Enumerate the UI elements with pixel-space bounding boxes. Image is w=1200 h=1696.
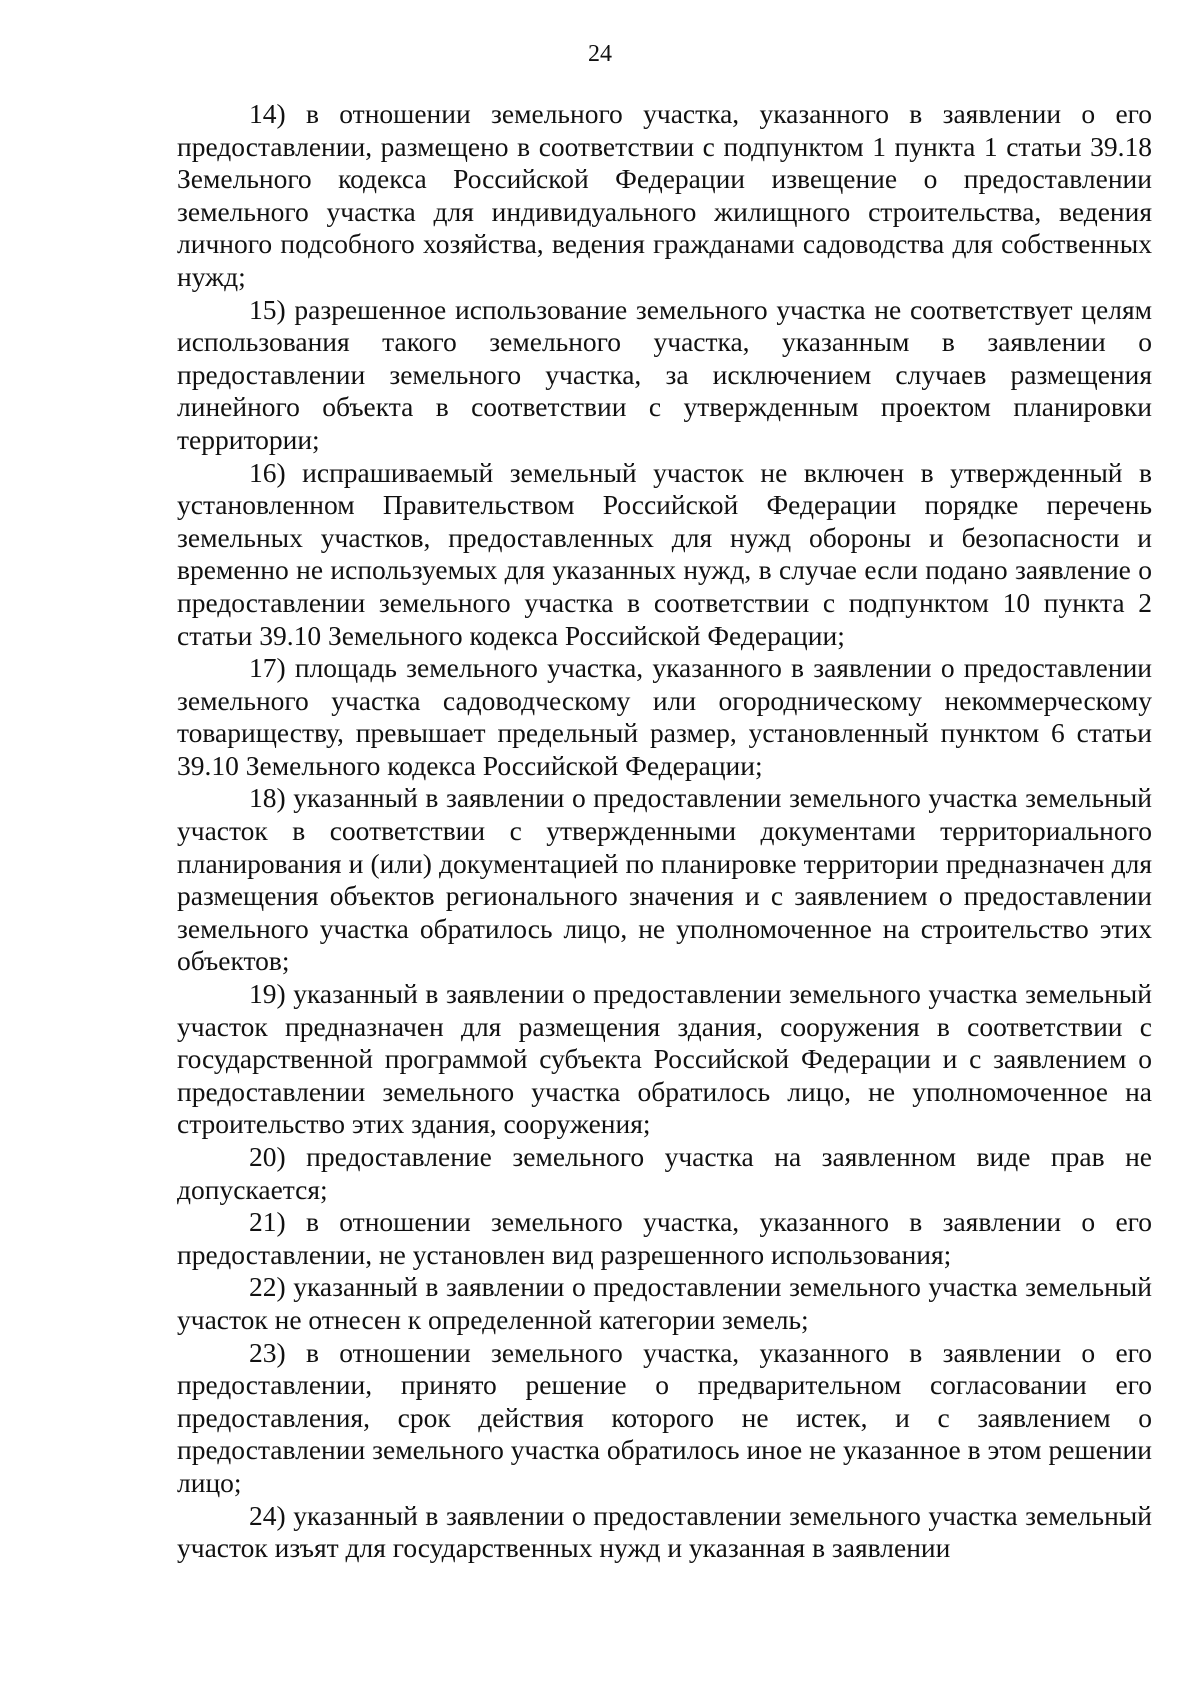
- clause-22: 22) указанный в заявлении о предоставлении земельного участка земельный участок не отнесен к определенной категории земель;: [177, 1271, 1152, 1335]
- clause-18: 18) указанный в заявлении о предоставлении земельного участка земельный участок в соответствии с утвержденными документами территориального планирования и (или) документацией по планировке территории предназначен для размещения объектов регионального значения и с заявлением о предоставлении земельного участка обратилось лицо, не уполномоченное на строительство этих объектов;: [177, 782, 1152, 977]
- clause-15: 15) разрешенное использование земельного участка не соответствует целям использования такого земельного участка, указанным в заявлении о предоставлении земельного участка, за исключением случаев размещения линейного объекта в соответствии с утвержденным проектом планировки территории;: [177, 293, 1152, 455]
- clause-14: 14) в отношении земельного участка, указанного в заявлении о его предоставлении, размещено в соответствии с подпунктом 1 пункта 1 статьи 39.18 Земельного кодекса Российской Федерации извещение о предоставлении земельного участка для индивидуального жилищного строительства, ведения личного подсобного хозяйства, ведения гражданами садоводства для собственных нужд;: [177, 98, 1152, 292]
- clause-20: 20) предоставление земельного участка на заявленном виде прав не допускается;: [177, 1141, 1152, 1205]
- clause-21: 21) в отношении земельного участка, указанного в заявлении о его предоставлении, не установлен вид разрешенного использования;: [177, 1206, 1152, 1270]
- document-body: [177, 98, 1152, 1565]
- clause-23: 23) в отношении земельного участка, указанного в заявлении о его предоставлении, принято решение о предварительном согласовании его предоставления, срок действия которого не истек, и с заявлением о предоставлении земельного участка обратилось иное не указанное в этом решении лицо;: [177, 1336, 1152, 1498]
- clause-24: 24) указанный в заявлении о предоставлении земельного участка земельный участок изъят для государственных нужд и указанная в заявлении: [177, 1499, 1152, 1564]
- clause-16: 16) испрашиваемый земельный участок не включен в утвержденный в установленном Правительством Российской Федерации порядке перечень земельных участков, предоставленных для нужд обороны и безопасности и временно не используемых для указанных нужд, в случае если подано заявление о предоставлении земельного участка в соответствии с подпунктом 10 пункта 2 статьи 39.10 Земельного кодекса Российской Федерации;: [177, 456, 1152, 651]
- clause-17: 17) площадь земельного участка, указанного в заявлении о предоставлении земельного участка садоводческому или огородническому некоммерческому товариществу, превышает предельный размер, установленный пунктом 6 статьи 39.10 Земельного кодекса Российской Федерации;: [177, 652, 1152, 781]
- page-number: 24: [588, 41, 612, 67]
- clause-19: 19) указанный в заявлении о предоставлении земельного участка земельный участок предназначен для размещения здания, сооружения в соответствии с государственной программой субъекта Российской Федерации и с заявлением о предоставлении земельного участка обратилось лицо, не уполномоченное на строительство этих здания, сооружения;: [177, 978, 1152, 1140]
